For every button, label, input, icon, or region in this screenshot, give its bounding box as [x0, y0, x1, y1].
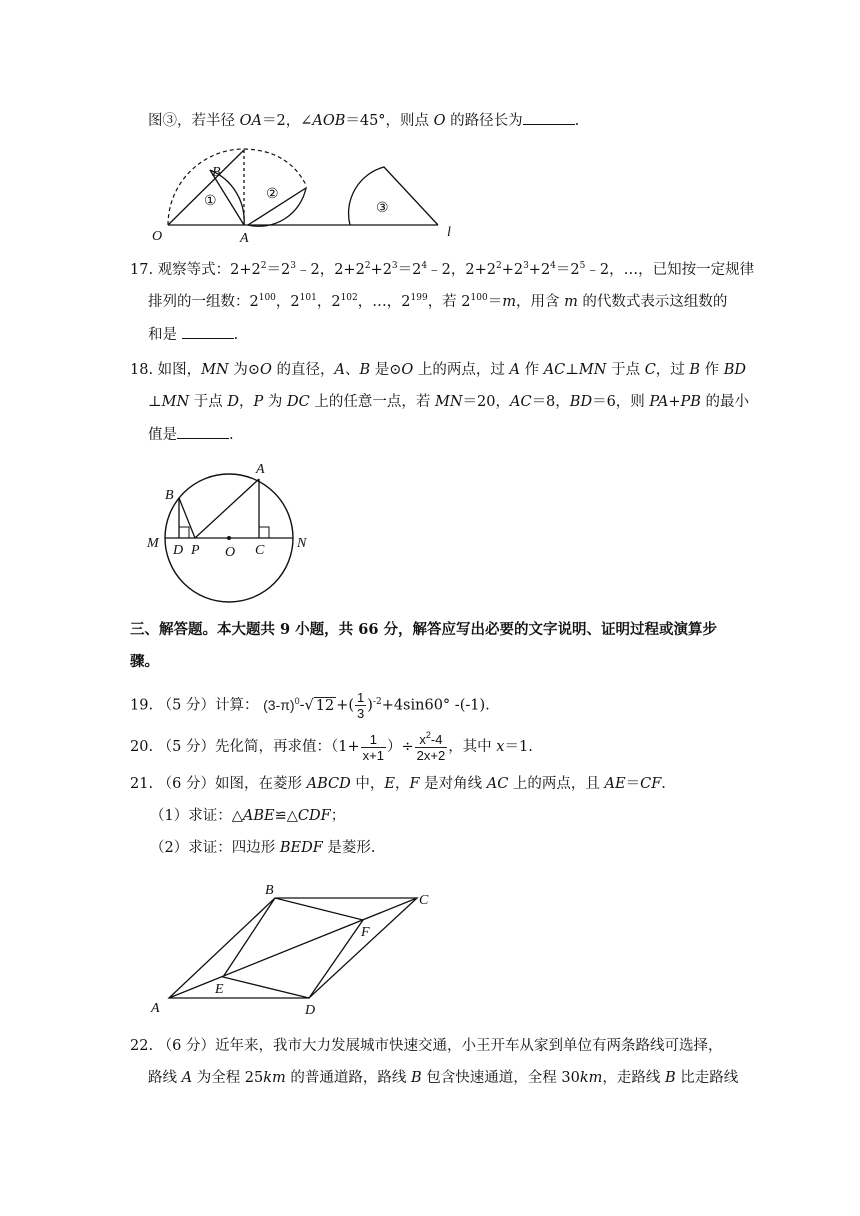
segment-bp: [179, 498, 195, 538]
fraction-x2-minus-4: $\frac{x^2-4}{2x+2}$: [416, 729, 446, 763]
label-e: E: [215, 982, 224, 997]
q20-line: 20. （5 分）先化简，再求值：（1+ $\frac{1}{x+1}$ ）÷ $\frac{x^2-4}{2x+2}$ ，其中 x＝1.: [130, 729, 533, 763]
label-b: B: [212, 165, 221, 180]
q19-expression: $(3-\pi)^0$: [263, 695, 300, 713]
q21-sub-2: （2）求证：四边形 BEDF 是菱形.: [150, 840, 376, 856]
answer-blank: [523, 110, 575, 125]
label-p: P: [191, 543, 200, 558]
figure-rotation: [148, 140, 468, 250]
answer-blank: [182, 324, 234, 339]
section-3-heading: 三、解答题。本大题共 9 小题，共 66 分，解答应写出必要的文字说明、证明过程或演算步: [130, 621, 717, 638]
fraction-one-third: $\frac{1}{3}$: [357, 690, 365, 721]
segment-pa: [195, 479, 259, 538]
q18-line-3: 值是 .: [148, 424, 234, 445]
label-n: N: [297, 536, 307, 551]
section-3-heading-2: 骤。: [130, 653, 159, 670]
label-d: D: [173, 543, 184, 558]
q18-line-2: ⊥MN 于点 D，P 为 DC 上的任意一点，若 MN＝20，AC＝8，BD＝6，则 PA+PB 的最小: [148, 394, 749, 410]
label-c: C: [255, 543, 265, 558]
diagonal-ac: [169, 898, 417, 998]
label-d: D: [305, 1003, 316, 1018]
label-a: A: [151, 1001, 160, 1016]
label-a: A: [240, 231, 249, 246]
label-c: C: [419, 893, 429, 908]
label-b: B: [165, 488, 174, 503]
label-o: O: [152, 229, 163, 244]
answer-blank: [177, 424, 229, 439]
q17-line-1: 17. 观察等式：$2+2^2=2^3﹣2$，$2+2^2+2^3=2^4﹣2$，$2+2^2+2^3+2^4=2^5﹣2$，…，已知按一定规律: [130, 261, 755, 278]
label-circle-3: ③: [376, 201, 389, 216]
figure-rhombus: [145, 878, 445, 1018]
right-angle-c: [259, 527, 269, 538]
label-f: F: [361, 925, 370, 940]
center-dot: [227, 536, 231, 540]
label-m: M: [147, 536, 159, 551]
label-circle-1: ①: [204, 194, 217, 209]
label-a: A: [256, 462, 265, 477]
q22-line-1: 22. （6 分）近年来，我市大力发展城市快速交通，小王开车从家到单位有两条路线可选择，: [130, 1038, 723, 1054]
sector-3: [349, 167, 438, 225]
q21-line-1: 21. （6 分）如图，在菱形 ABCD 中，E，F 是对角线 AC 上的两点，且 AE＝CF.: [130, 776, 666, 792]
label-l: l: [447, 225, 451, 240]
label-b: B: [265, 883, 274, 898]
q19-line: 19. （5 分）计算： $(3-\pi)^0-√$ 12 +( $\frac{1}{3}$ )$^{-2}$+4sin60° -(-1).: [130, 690, 490, 721]
label-o: O: [225, 545, 236, 560]
label-circle-2: ②: [266, 187, 279, 202]
q16-tail-line: 图③，若半径 OA＝2，∠AOB＝45°，则点 O 的路径长为 .: [148, 110, 579, 131]
q17-line-2: 排列的一组数：$2^{100}$，$2^{101}$，$2^{102}$，…，$2^{199}$，若 $2^{100}=m$，用含 m 的代数式表示这组数的: [148, 293, 728, 310]
q22-line-2: 路线 A 为全程 25km 的普通道路，路线 B 包含快速通道，全程 30km，走路线 B 比走路线: [148, 1070, 739, 1086]
q17-line-3: 和是 .: [148, 324, 238, 345]
q18-line-1: 18. 如图，MN 为⊙O 的直径，A、B 是⊙O 上的两点，过 A 作 AC⊥MN 于点 C，过 B 作 BD: [130, 362, 747, 378]
q21-sub-1: （1）求证：△ABE≌△CDF；: [150, 808, 346, 824]
figure-circle: [145, 455, 320, 605]
dashed-arc-2: [244, 149, 306, 185]
fraction-1-over-x-plus-1: $\frac{1}{x+1}$: [362, 731, 384, 763]
right-angle-d: [179, 527, 189, 538]
